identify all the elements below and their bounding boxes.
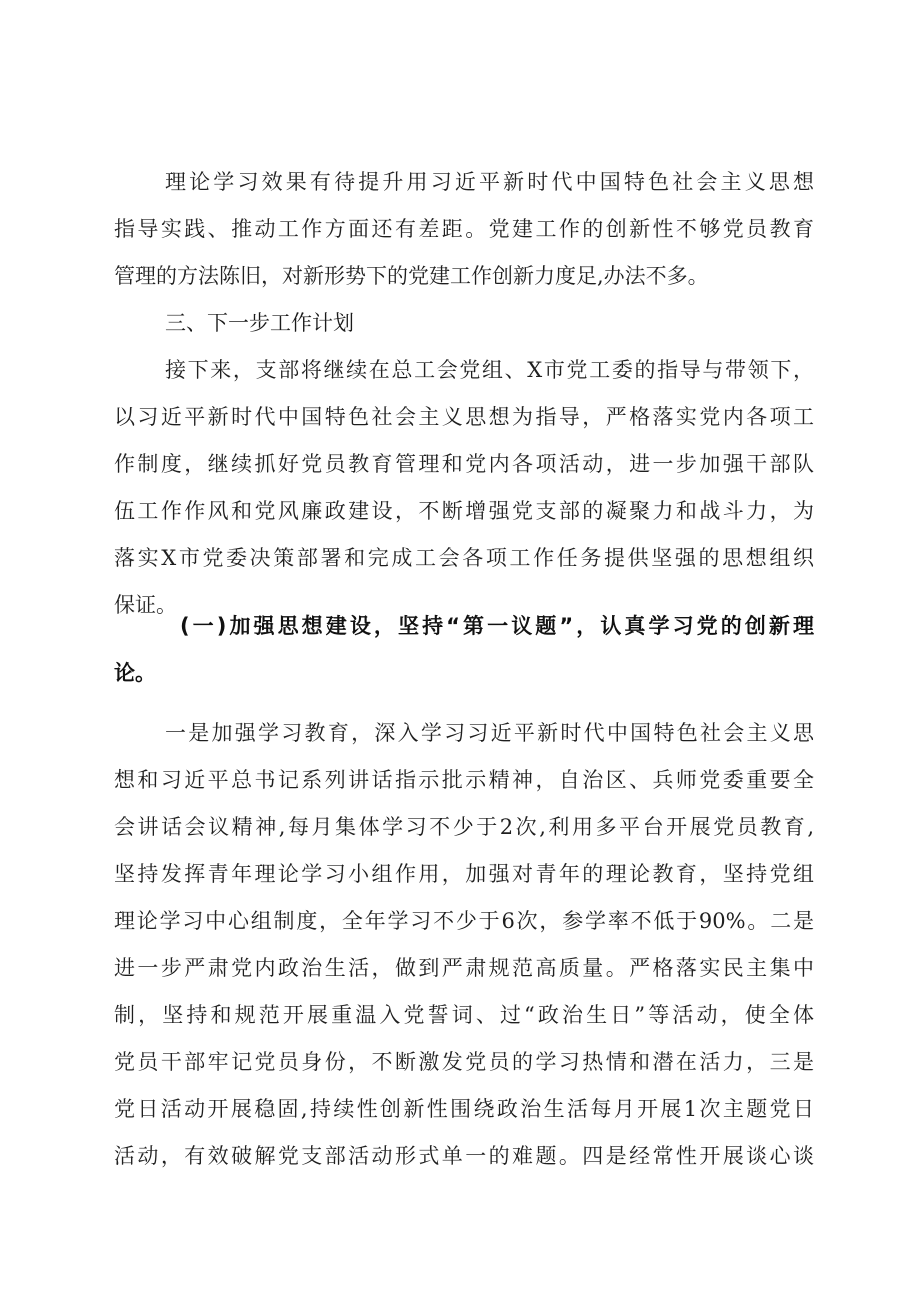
para3-line: 会讲话会议精神,每月集体学习不少于2次,利用多平台开展党员教育, [114,815,814,839]
para3-line: 活动，有效破解党支部活动形式单一的难题。四是经常性开展谈心谈 [114,1144,814,1168]
para2-line: 落实X市党委决策部署和完成工会各项工作任务提供坚强的思想组织 [114,546,814,570]
para3-line: 理论学习中心组制度，全年学习不少于6次，参学率不低于90%。二是 [114,909,814,933]
section-heading: 三、下一步工作计划 [165,311,354,335]
para3-line: 一是加强学习教育，深入学习习近平新时代中国特色社会主义思 [165,721,814,745]
para1-line: 管理的方法陈旧，对新形势下的党建工作创新力度足,办法不多。 [114,264,709,288]
para1-line: 理论学习效果有待提升用习近平新时代中国特色社会主义思想 [165,170,814,194]
para3-line: 坚持发挥青年理论学习小组作用，加强对青年的理论教育，坚持党组 [114,862,814,886]
subheading-line: (一)加强思想建设，坚持“第一议题”，认真学习党的创新理 [180,614,814,638]
subheading-line: 论。 [114,661,156,685]
para2-line: 接下来，支部将继续在总工会党组、X市党工委的指导与带领下， [165,358,814,382]
para2-line: 作制度，继续抓好党员教育管理和党内各项活动，进一步加强干部队 [114,452,814,476]
para1-line: 指导实践、推动工作方面还有差距。党建工作的创新性不够党员教育 [114,217,814,241]
para2-line: 伍工作作风和党风廉政建设，不断增强党支部的凝聚力和战斗力，为 [114,499,814,523]
para3-line: 进一步严肃党内政治生活，做到严肃规范高质量。严格落实民主集中 [114,956,814,980]
para2-line: 保证。 [114,593,177,617]
para3-line: 党日活动开展稳固,持续性创新性围绕政治生活每月开展1次主题党日 [114,1097,814,1121]
para3-line: 制，坚持和规范开展重温入党誓词、过“政治生日”等活动，使全体 [114,1003,814,1027]
para2-line: 以习近平新时代中国特色社会主义思想为指导，严格落实党内各项工 [114,405,814,429]
para3-line: 党员干部牢记党员身份，不断激发党员的学习热情和潜在活力，三是 [114,1050,814,1074]
para3-line: 想和习近平总书记系列讲话指示批示精神，自治区、兵师党委重要全 [114,768,814,792]
